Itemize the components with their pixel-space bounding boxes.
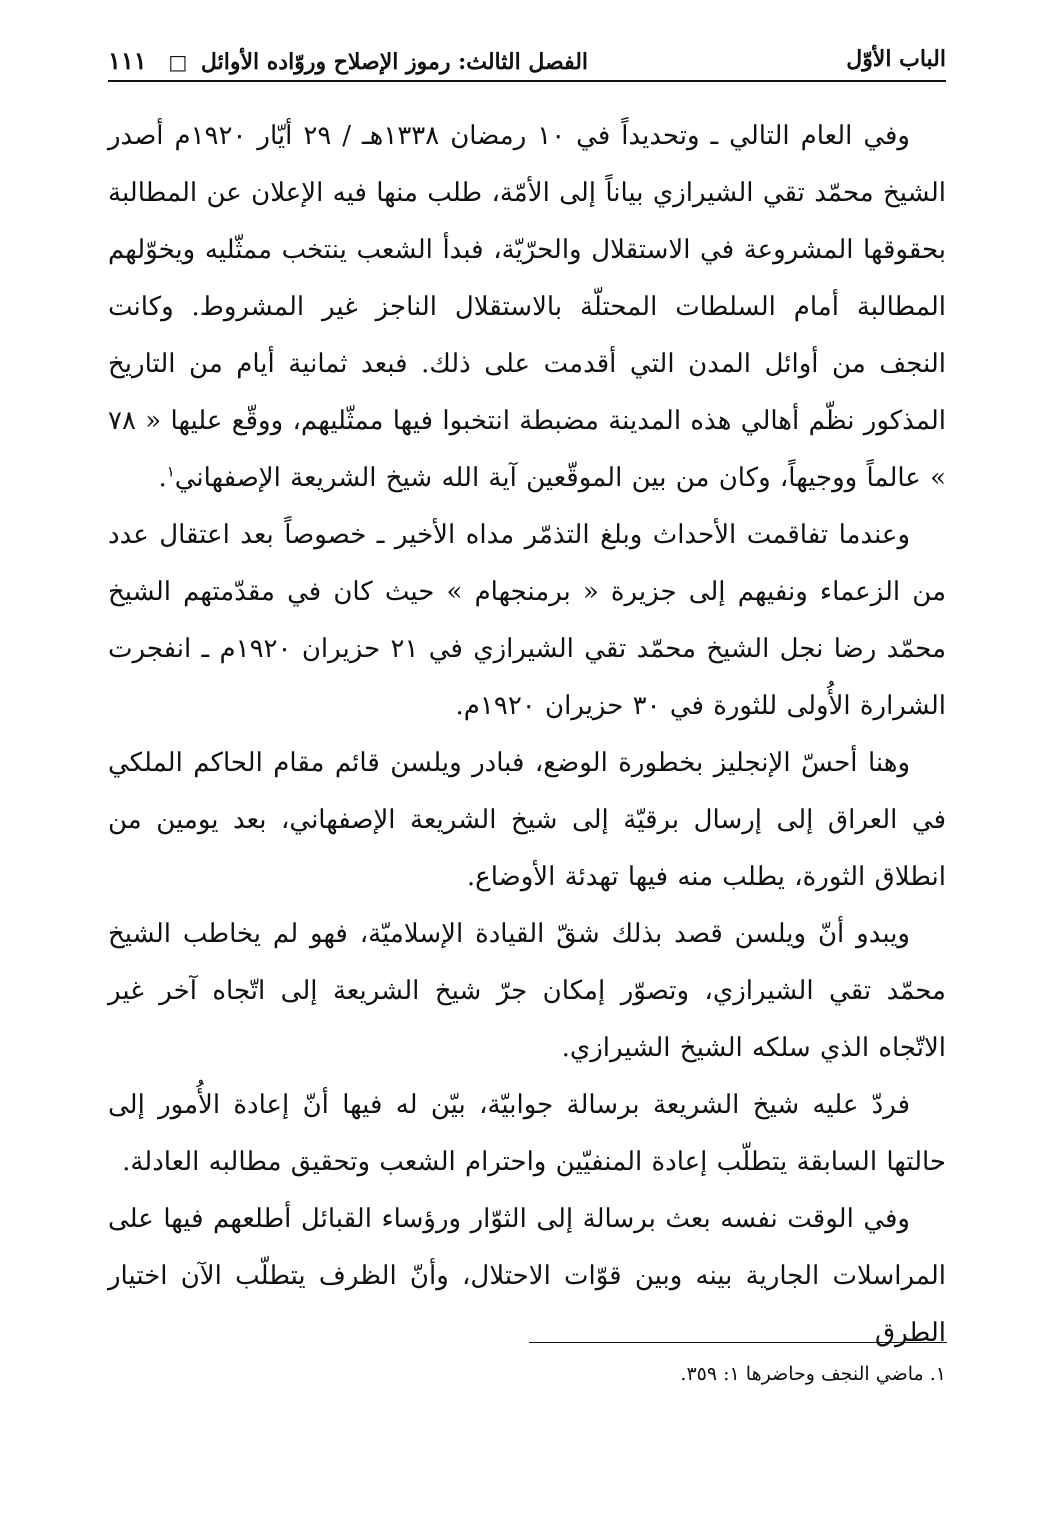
header-rule — [108, 80, 946, 82]
paragraph-3: وهنا أحسّ الإنجليز بخطورة الوضع، فبادر ويلسن قائم مقام الحاكم الملكي في العراق إلى إرسال برقيّة إلى شيخ الشريعة الإصفهاني، بعد يومين من انطلاق الثورة، يطلب منه فيها تهدئة الأوضاع. — [108, 748, 946, 892]
footnote-reference: ١ — [166, 462, 175, 481]
paragraph-4: ويبدو أنّ ويلسن قصد بذلك شقّ القيادة الإسلاميّة، فهو لم يخاطب الشيخ محمّد تقي الشيرازي، وتصوّر إمكان جرّ شيخ الشريعة إلى اتّجاه آخر غير الاتّجاه الذي سلكه الشيخ الشيرازي. — [108, 919, 946, 1063]
paragraph-2: وعندما تفاقمت الأحداث وبلغ التذمّر مداه الأخير ـ خصوصاً بعد اعتقال عدد من الزعماء ونفيهم إلى جزيرة « برمنجهام » حيث كان في مقدّمتهم الشيخ محمّد رضا نجل الشيخ محمّد تقي الشيرازي في ٢١ حزيران ١٩٢٠م ـ انفجرت الشرارة الأُولى للثورة في ٣٠ حزيران ١٩٢٠م. — [108, 520, 947, 721]
page-number: ١١١ — [108, 46, 147, 75]
running-head — [108, 38, 946, 82]
section-header — [108, 46, 588, 75]
paragraph-1-end: . — [158, 463, 167, 493]
paragraph-1-text: وفي العام التالي ـ وتحديداً في ١٠ رمضان ١٣٣٨هـ / ٢٩ أيّار ١٩٢٠م أصدر الشيخ محمّد تقي الشيرازي بياناً إلى الأمّة، طلب منها فيه الإعلان عن المطالبة بحقوقها المشروعة في الاستقلال والحرّيّة، فبدأ الشعب ينتخب ممثّليه ويخوّلهم المطالبة أمام السلطات المحتلّة بالاستقلال الناجز غير المشروط. وكانت النجف من أوائل المدن التي أقدمت على ذلك. فبعد ثمانية أيام من التاريخ المذكور نظّم أهالي هذه المدينة مضبطة انتخبوا فيها ممثّليهم، ووقّع عليها « ٧٨ » عالماً ووجيهاً، وكان من بين الموقّعين آية الله شيخ الشريعة الإصفهاني — [108, 121, 946, 493]
section-title: الفصل الثالث: رموز الإصلاح وروّاده الأوائل — [200, 49, 589, 75]
chapter-label: الباب الأوّل — [846, 46, 946, 72]
paragraph-6: وفي الوقت نفسه بعث برسالة إلى الثوّار ورؤساء القبائل أطلعهم فيها على المراسلات الجارية بينه وبين قوّات الاحتلال، وأنّ الظرف يتطلّب الآن اختيار الطرق — [108, 1204, 946, 1348]
separator-square-icon: □ — [168, 50, 188, 74]
paragraph-5: فردّ عليه شيخ الشريعة برسالة جوابيّة، بيّن له فيها أنّ إعادة الأُمور إلى حالتها السابقة يتطلّب إعادة المنفيّين واحترام الشعب وتحقيق مطالبه العادلة. — [108, 1090, 946, 1177]
footnote: ١. ماضي النجف وحاضرها ١: ٣٥٩. — [680, 1363, 946, 1385]
body-text — [108, 108, 946, 1362]
footnote-rule — [529, 1342, 947, 1343]
paragraph-1 — [108, 108, 946, 507]
